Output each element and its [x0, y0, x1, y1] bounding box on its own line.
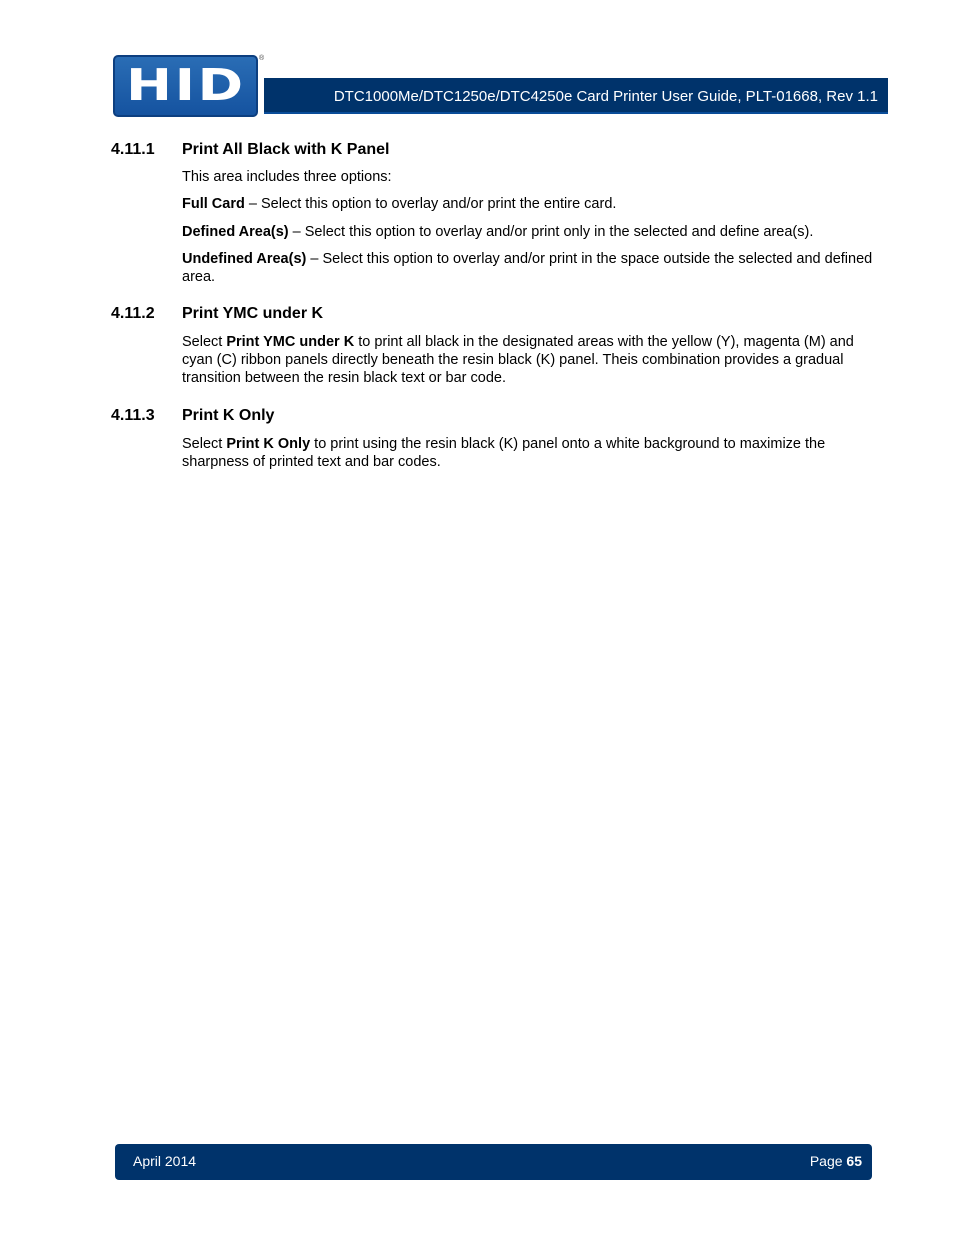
footer-bar — [115, 1144, 872, 1180]
header-bar — [264, 78, 888, 114]
section-heading — [111, 406, 877, 426]
body-pre: Select — [182, 436, 227, 452]
section-body — [182, 435, 877, 471]
section-number: 4.11.3 — [111, 407, 155, 424]
section-title: Print K Only — [182, 407, 275, 424]
option-undefined-areas — [182, 250, 877, 286]
section-number: 4.11.2 — [111, 305, 155, 322]
option-text: – Select this option to overlay and/or print the entire card. — [244, 196, 617, 212]
registered-mark: ® — [259, 55, 265, 62]
section-body — [182, 333, 877, 387]
option-full-card — [182, 195, 877, 213]
option-text: – Select this option to overlay and/or print in the space outside the selected and defined area. — [182, 251, 873, 285]
body-post: to print all black in the designated areas with the yellow (Y), magenta (M) and cyan (C) ribbon panels directly beneath the resin black (K) panel. Theis combination provides a gradual transition between the resin black text or bar code. — [182, 334, 854, 386]
option-term: Defined Area(s) — [182, 224, 289, 240]
option-term: Full Card — [182, 196, 245, 212]
intro-text: This area includes three options: — [182, 169, 392, 185]
option-term: Undefined Area(s) — [182, 251, 307, 267]
page-number — [810, 1153, 862, 1169]
section-heading — [111, 304, 877, 324]
page-number-value: 65 — [846, 1153, 862, 1169]
option-defined-areas — [182, 223, 877, 241]
section-intro — [182, 168, 877, 186]
option-text: – Select this option to overlay and/or print only in the selected and define area(s). — [288, 224, 814, 240]
section-heading — [111, 140, 877, 160]
body-bold: Print K Only — [226, 436, 311, 452]
body-bold: Print YMC under K — [226, 334, 355, 350]
page-label: Page — [809, 1153, 847, 1169]
footer-date: April 2014 — [133, 1153, 197, 1169]
section-title: Print All Black with K Panel — [182, 141, 390, 158]
page-content — [111, 140, 877, 471]
body-pre: Select — [182, 334, 227, 350]
hid-logo — [113, 55, 258, 117]
document-title: DTC1000Me/DTC1250e/DTC4250e Card Printer User Guide, PLT-01668, Rev 1.1 — [333, 88, 878, 105]
logo-text: HID — [125, 60, 246, 111]
section-number: 4.11.1 — [111, 141, 155, 158]
body-post: to print using the resin black (K) panel onto a white background to maximize the sharpness of printed text and bar codes. — [182, 436, 826, 470]
section-title: Print YMC under K — [182, 305, 324, 322]
